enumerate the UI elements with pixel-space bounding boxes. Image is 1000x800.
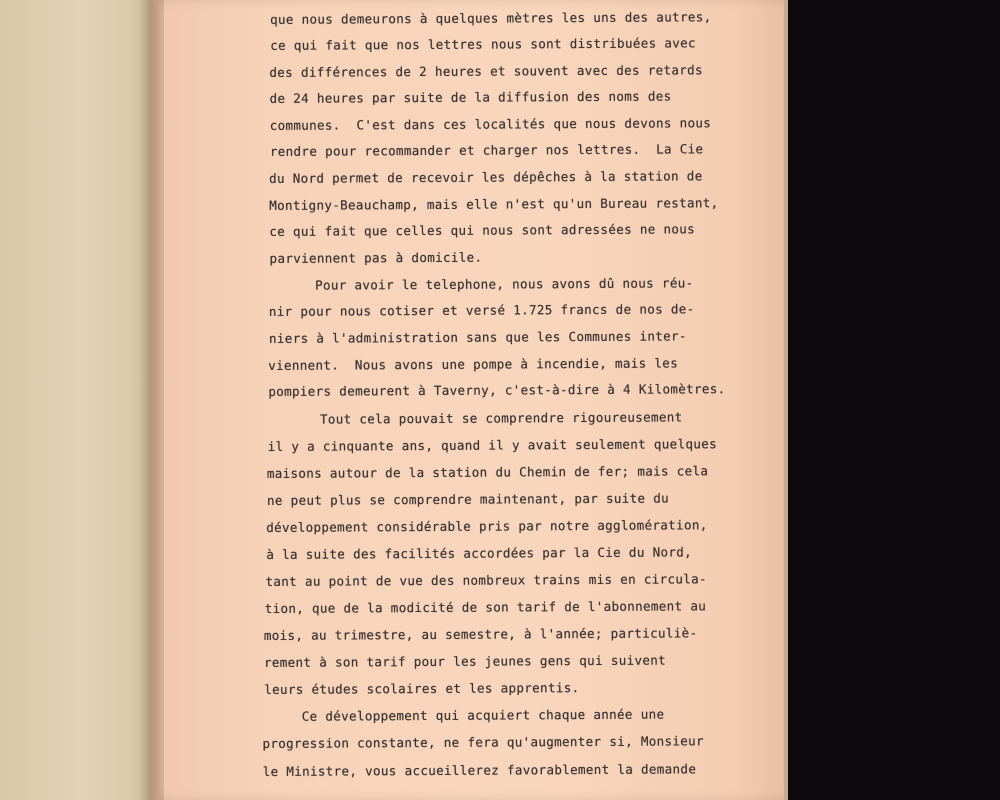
- typed-text-block: [258, 5, 763, 800]
- book-gutter: [140, 0, 164, 800]
- page-edge: [784, 0, 788, 800]
- text-line: du Nord permet de recevoir les dépêches à la station de: [268, 168, 703, 186]
- text-line: leurs études scolaires et les apprentis.: [264, 680, 580, 697]
- text-line: de 24 heures par suite de la diffusion des noms des: [269, 88, 672, 106]
- text-line: Ce développement qui acquiert chaque année une: [262, 706, 665, 724]
- text-line: Pour avoir le telephone, nous avons dû nous réu-: [275, 275, 694, 293]
- text-line: ne peut plus se comprendre maintenant, par suite du: [266, 490, 670, 508]
- text-line: parviennent pas à domicile.: [269, 249, 483, 266]
- text-line: tion, que de la modicité de son tarif de l'abonnement au: [264, 598, 707, 616]
- text-line: pompiers demeurent à Taverny, c'est-à-dire à 4 Kilomètres.: [268, 381, 726, 399]
- text-line: ce qui fait que celles qui nous sont adressées ne nous: [269, 221, 696, 239]
- text-line: rement à son tarif pour les jeunes gens qui suivent: [263, 652, 667, 670]
- text-line: tant au point de vue des nombreux trains mis en circula-: [265, 571, 707, 589]
- text-line: Tout cela pouvait se comprendre rigoureusement: [280, 409, 683, 427]
- text-line: à la suite des facilités accordées par la Cie du Nord,: [266, 544, 693, 562]
- text-line: mois, au trimestre, au semestre, à l'année; particuliè-: [263, 625, 698, 643]
- text-line: niers à l'administration sans que les Communes inter-: [268, 328, 687, 346]
- text-line: le Ministre, vous accueillerez favorablement la demande: [262, 761, 697, 779]
- text-line: des différences de 2 heures et souvent avec des retards: [269, 62, 703, 80]
- text-line: maisons autour de la station du Chemin de fer; mais cela: [266, 463, 709, 481]
- left-page: [0, 0, 152, 800]
- text-line: viennent. Nous avons une pompe à incendie, mais les: [268, 355, 679, 373]
- text-line: Montigny-Beauchamp, mais elle n'est qu'un Bureau restant,: [269, 195, 719, 213]
- text-line: ce qui fait que nos lettres nous sont distribuées avec: [270, 35, 696, 53]
- text-line: que nous demeurons à quelques mètres les uns des autres,: [270, 9, 712, 27]
- text-line: communes. C'est dans ces localités que nous devons nous: [269, 115, 712, 133]
- text-line: progression constante, ne fera qu'augmenter si, Monsieur: [262, 733, 704, 751]
- text-line: il y a cinquante ans, quand il y avait seulement quelques: [267, 436, 717, 454]
- text-line: nir pour nous cotiser et versé 1.725 francs de nos de-: [268, 301, 695, 319]
- text-line: rendre pour recommander et charger nos lettres. La Cie: [269, 141, 704, 159]
- text-line: développement considérable pris par notre agglomération,: [266, 517, 708, 535]
